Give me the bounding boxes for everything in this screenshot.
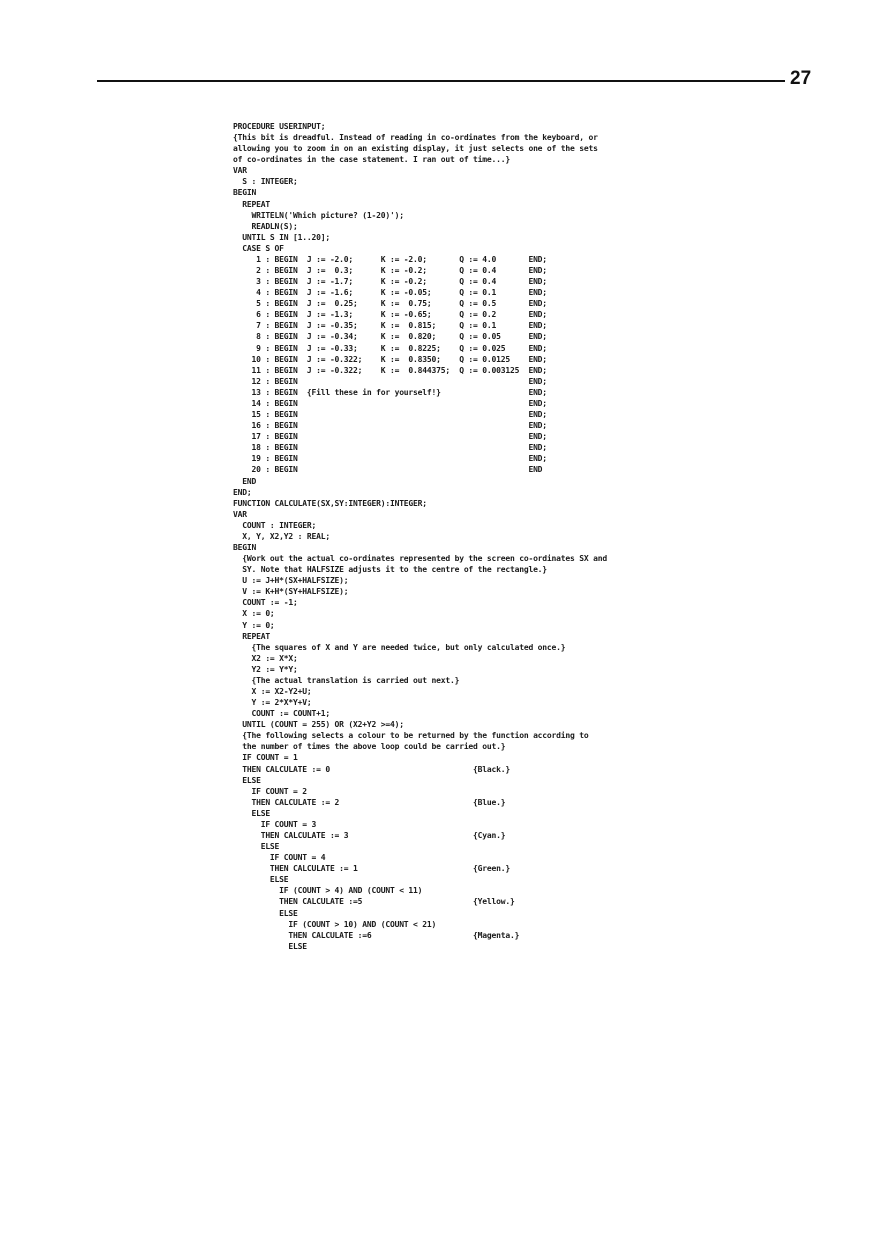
code-line: 1 : BEGIN J := -2.0; K := -2.0; Q := 4.0 END; [233,254,547,264]
code-line: 3 : BEGIN J := -1.7; K := -0.2; Q := 0.4 END; [233,277,547,287]
code-line: COUNT : INTEGER; [233,520,317,530]
code-line: V := K+H*(SY+HALFSIZE); [233,587,349,597]
code-line: REPEAT [233,199,270,209]
code-line: 5 : BEGIN J := 0.25; K := 0.75; Q := 0.5 END; [233,299,547,309]
code-line: allowing you to zoom in on an existing display, it just selects one of the sets [233,144,598,154]
code-line: VAR [233,166,247,176]
code-line: 14 : BEGIN END; [233,398,547,408]
code-line: the number of times the above loop could be carried out.} [233,742,506,752]
code-line: X2 := X*X; [233,653,298,663]
code-line: S : INTEGER; [233,177,298,187]
header-rule [97,80,785,82]
code-line: IF COUNT = 1 [233,753,298,763]
code-line: COUNT := COUNT+1; [233,709,330,719]
code-line: SY. Note that HALFSIZE adjusts it to the centre of the rectangle.} [233,565,547,575]
code-line: {This bit is dreadful. Instead of reading in co-ordinates from the keyboard, or [233,133,598,143]
code-line: BEGIN [233,542,257,552]
code-line: THEN CALCULATE :=6 {Magenta.} [233,930,520,940]
code-line: X := 0; [233,609,275,619]
code-line: Y := 2*X*Y+V; [233,698,312,708]
code-line: Y := 0; [233,620,275,630]
code-line: {The following selects a colour to be returned by the function according to [233,731,589,741]
code-line: COUNT := -1; [233,598,298,608]
code-line: THEN CALCULATE := 3 {Cyan.} [233,831,506,840]
code-line: THEN CALCULATE := 2 {Blue.} [233,797,506,807]
code-line: 11 : BEGIN J := -0.322; K := 0.844375; Q := 0.003125 END; [233,365,547,375]
code-line: of co-ordinates in the case statement. I ran out of time...} [233,155,510,165]
code-line: THEN CALCULATE :=5 {Yellow.} [233,897,515,907]
code-line: ELSE [233,941,307,951]
code-line: UNTIL S IN [1..20]; [233,232,330,242]
code-line: X, Y, X2,Y2 : REAL; [233,531,330,541]
code-line: IF (COUNT > 10) AND (COUNT < 21) [233,919,437,929]
code-line: VAR [233,509,247,519]
code-line: THEN CALCULATE := 0 {Black.} [233,764,510,774]
code-line: 18 : BEGIN END; [233,443,547,453]
code-line: PROCEDURE USERINPUT; [233,122,326,131]
code-line: 19 : BEGIN END; [233,454,547,464]
code-line: IF COUNT = 4 [233,853,326,863]
code-line: ELSE [233,908,298,918]
code-line: END [233,476,257,486]
code-line: END; [233,487,252,497]
code-line: ELSE [233,808,270,818]
code-line: 17 : BEGIN END; [233,432,547,442]
code-line: CASE S OF [233,243,284,253]
code-line: THEN CALCULATE := 1 {Green.} [233,864,510,874]
code-line: UNTIL (COUNT = 255) OR (X2+Y2 >=4); [233,720,404,730]
code-line: REPEAT [233,631,270,641]
code-line: Y2 := Y*Y; [233,664,298,674]
code-line: IF COUNT = 3 [233,819,317,829]
code-line: {The actual translation is carried out next.} [233,675,460,685]
code-line: FUNCTION CALCULATE(SX,SY:INTEGER):INTEGER; [233,498,427,508]
code-line: 8 : BEGIN J := -0.34; K := 0.820; Q := 0.05 END; [233,332,547,342]
code-line: 6 : BEGIN J := -1.3; K := -0.65; Q := 0.2 END; [233,310,547,320]
code-line: 10 : BEGIN J := -0.322; K := 0.8350; Q := 0.0125 END; [233,354,547,364]
code-line: ELSE [233,842,280,852]
code-line: U := J+H*(SX+HALFSIZE); [233,576,349,586]
code-line: {Work out the actual co-ordinates represented by the screen co-ordinates SX and [233,554,607,564]
code-line: 12 : BEGIN END; [233,376,547,386]
code-line: 4 : BEGIN J := -1.6; K := -0.05; Q := 0.1 END; [233,288,547,298]
code-line: 13 : BEGIN {Fill these in for yourself!} END; [233,387,547,397]
code-line: ELSE [233,775,261,785]
code-line: READLN(S); [233,221,298,231]
code-line: 2 : BEGIN J := 0.3; K := -0.2; Q := 0.4 END; [233,266,547,276]
page-number: 27 [790,68,812,89]
code-line: WRITELN('Which picture? (1-20)'); [233,210,404,220]
code-line: 7 : BEGIN J := -0.35; K := 0.815; Q := 0.1 END; [233,321,547,331]
code-line: 9 : BEGIN J := -0.33; K := 0.8225; Q := 0.025 END; [233,343,547,353]
code-line: ELSE [233,875,289,885]
code-line: X := X2-Y2+U; [233,686,312,696]
code-line: 15 : BEGIN END; [233,410,547,420]
code-listing [233,121,833,952]
code-line: 16 : BEGIN END; [233,421,547,431]
code-line: 20 : BEGIN END [233,465,543,475]
code-line: IF (COUNT > 4) AND (COUNT < 11) [233,886,423,896]
code-line: {The squares of X and Y are needed twice, but only calculated once.} [233,642,566,652]
code-line: BEGIN [233,188,257,198]
code-line: IF COUNT = 2 [233,786,307,796]
